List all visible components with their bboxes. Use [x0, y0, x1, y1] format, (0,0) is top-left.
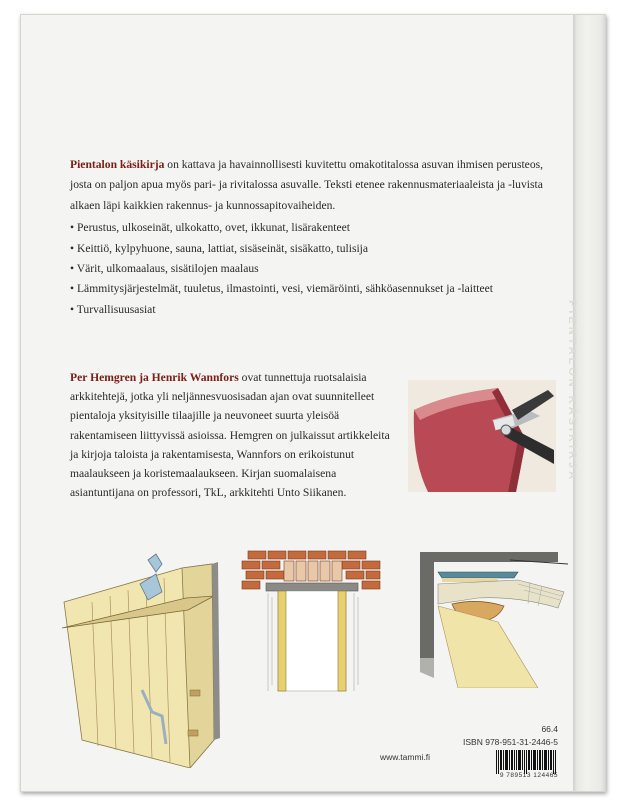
book-title: Pientalon käsikirja [70, 158, 165, 171]
author-bio-text: ovat tunnettuja ruotsalaisia arkkitehtejä, jotka yli neljännesvuosisadan ajan ovat suunnitelleet pientaloja yksityisille tilaajille ja neuvoneet suurta yleisöä rakentamiseen liittyvissä asioissa. Hemgren on julkaissut artikkeleita ja kirjoja taloista ja rakentamisesta, Wannfors on erikoistunut maalaukseen ja koristemaalaukseen. Kirjan suomalaisena asiantuntijana on professori, TkL, arkkitehti Unto Siikanen. [70, 371, 390, 500]
barcode-area [380, 724, 560, 784]
book-blurb [70, 155, 550, 320]
publisher-url: www.tammi.fi [380, 752, 431, 762]
blurb-lead [70, 155, 550, 216]
list-item: • Keittiö, kylpyhuone, sauna, lattiat, sisäseinät, sisäkatto, tulisija [70, 239, 550, 259]
wall-cladding-illustration [62, 540, 222, 768]
eaves-detail-illustration [418, 548, 568, 688]
scraper-photo [408, 380, 556, 492]
author-bio [70, 368, 400, 502]
isbn-number: ISBN 978-951-31-2446-5 [463, 737, 558, 747]
topic-list [70, 218, 550, 320]
spine-title: PIENTALON KÄSIKIRJA [566, 300, 578, 483]
barcode-digits: 9 789513 124465 [499, 772, 558, 779]
list-item: • Värit, ulkomaalaus, sisätilojen maalaus [70, 259, 550, 279]
list-item: • Lämmitysjärjestelmät, tuuletus, ilmastointi, vesi, viemäröinti, sähköasennukset ja -laitteet [70, 279, 550, 299]
doorway-lintel-illustration [238, 545, 388, 695]
list-item: • Perustus, ulkoseinät, ulkokatto, ovet, ikkunat, lisärakenteet [70, 218, 550, 238]
author-names: Per Hemgren ja Henrik Wannfors [70, 371, 239, 384]
list-item: • Turvallisuusasiat [70, 300, 550, 320]
blurb-lead-text: on kattava ja havainnollisesti kuvitettu omakotitalossa asuvan ihmisen perusteos, josta on paljon apua myös pari- ja rivitalossa asuvalle. Teksti etenee rakennusmateriaaleista ja -luvista alkaen läpi kaikkien rakennus- ja kunnossapitovaiheiden. [70, 158, 544, 212]
class-code: 66.4 [541, 724, 558, 734]
barcode-icon [496, 750, 556, 774]
